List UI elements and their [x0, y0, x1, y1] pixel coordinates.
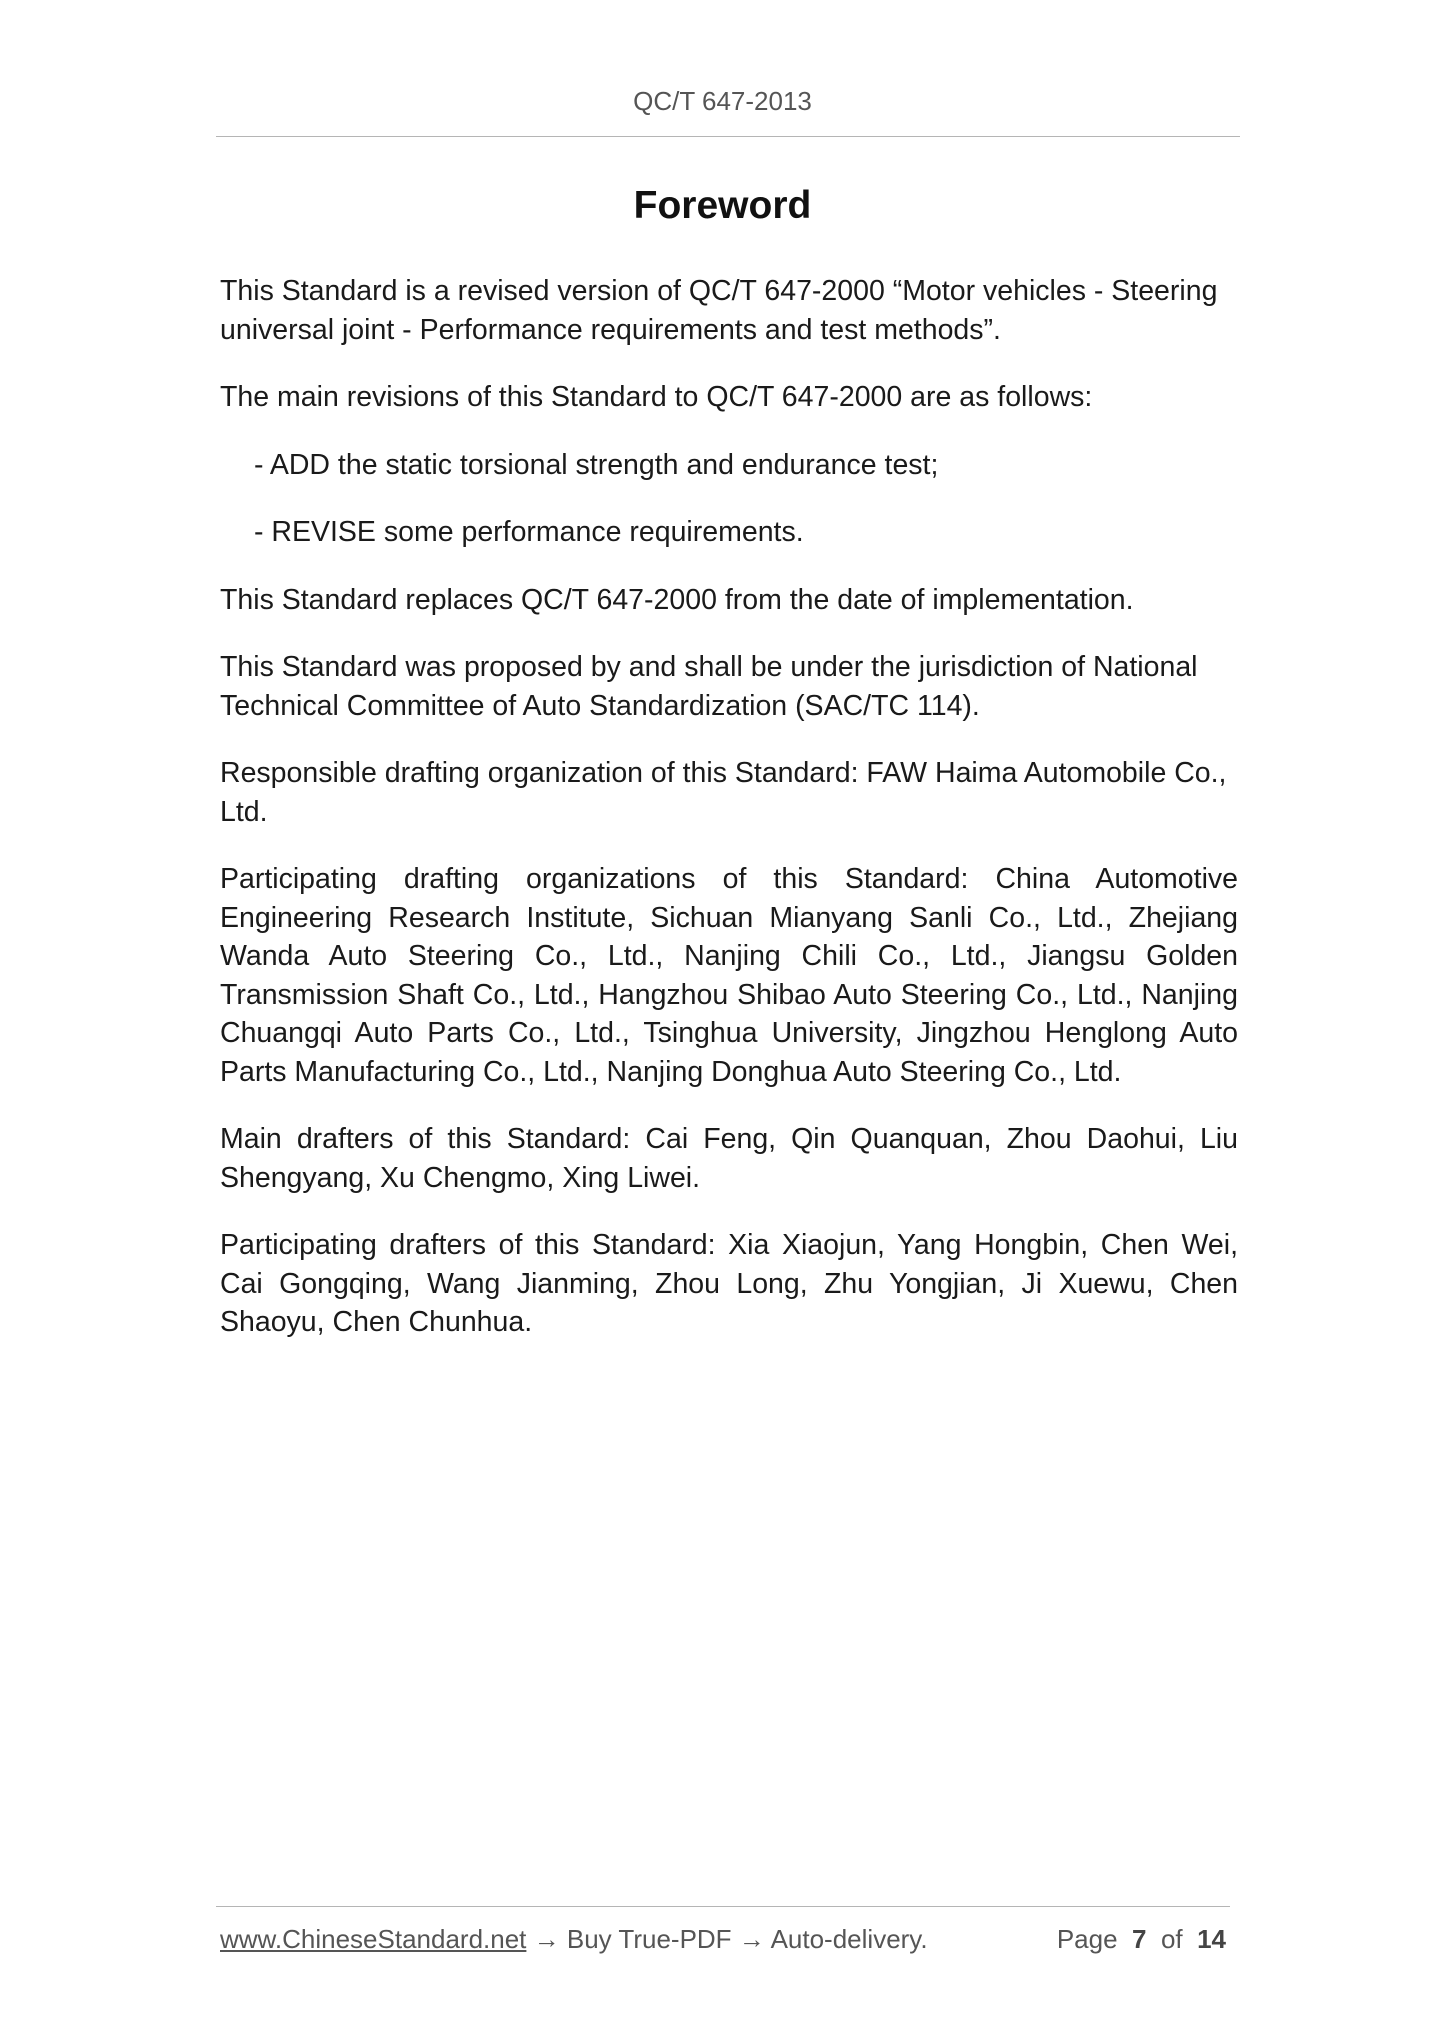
- paragraph-revision-note: This Standard is a revised version of QC/T 647-2000 “Motor vehicles - Steering universal joint - Performance requirements and test methods”.: [220, 275, 1218, 346]
- page-label: Page: [1056, 1924, 1118, 1954]
- paragraph-responsible-org: Responsible drafting organization of this Standard: FAW Haima Automobile Co., Ltd.: [220, 757, 1227, 828]
- footer-promo-text: → Buy True-PDF → Auto-delivery.: [526, 1924, 928, 1954]
- paragraph-main-revisions: The main revisions of this Standard to QC/T 647-2000 are as follows:: [220, 381, 1093, 413]
- paragraph-replacement: This Standard replaces QC/T 647-2000 from the date of implementation.: [220, 583, 1134, 616]
- page-current: 7: [1132, 1924, 1147, 1954]
- list-item: - ADD the static torsional strength and endurance test;: [254, 448, 939, 481]
- list-item: - REVISE some performance requirements.: [254, 516, 804, 548]
- paragraph-participating-orgs: Participating drafting organizations of this Standard: China Automotive Engineering Research Institute, Sichuan Mianyang Sanli Co., Ltd., Zhejiang Wanda Auto Steering Co., Ltd., Nanjing Chili Co., Ltd., Jiangsu Golden Transmission Shaft Co., Ltd., Hangzhou Shibao Auto Steering Co., Ltd., Nanjing Chuangqi Auto Parts Co., Ltd., Tsinghua University, Jingzhou Henglong Auto Parts Manufacturing Co., Ltd., Nanjing Donghua Auto Steering Co., Ltd.: [220, 863, 1238, 1088]
- footer-promo: [220, 1924, 928, 1955]
- paragraph-participating-drafters: Participating drafters of this Standard: Xia Xiaojun, Yang Hongbin, Chen Wei, Cai Gongqing, Wang Jianming, Zhou Long, Zhu Yongjian, Ji Xuewu, Chen Shaoyu, Chen Chunhua.: [220, 1229, 1238, 1338]
- header-divider: [216, 136, 1240, 137]
- website-link[interactable]: www.ChineseStandard.net: [220, 1924, 527, 1954]
- footer-divider: [216, 1906, 1230, 1907]
- running-header: QC/T 647-2013: [633, 86, 812, 116]
- paragraph-main-drafters: Main drafters of this Standard: Cai Feng, Qin Quanquan, Zhou Daohui, Liu Shengyang, Xu Chengmo, Xing Liwei.: [220, 1123, 1238, 1194]
- page-total: 14: [1197, 1924, 1226, 1954]
- document-body: [220, 272, 1238, 1371]
- page-title: Foreword: [633, 184, 812, 227]
- page-number: [1057, 1924, 1226, 1955]
- page-of-label: of: [1160, 1924, 1183, 1954]
- paragraph-proposed-by: This Standard was proposed by and shall be under the jurisdiction of National Technical Committee of Auto Standardization (SAC/TC 114).: [220, 651, 1198, 722]
